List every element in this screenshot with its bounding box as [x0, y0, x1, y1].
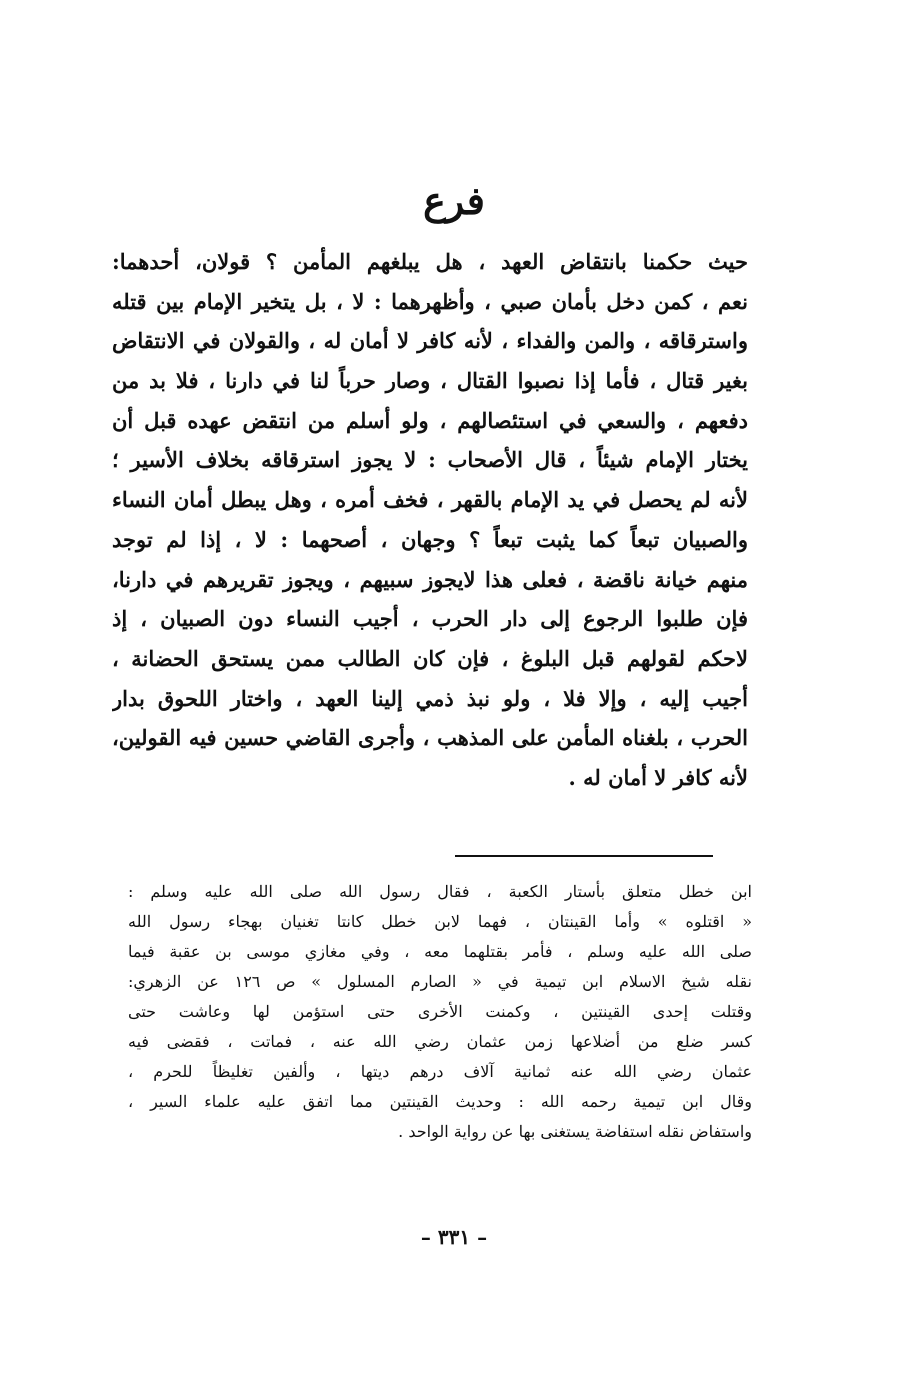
- text-line: لاحكم لقولهم قبل البلوغ ، فإن كان الطالب ممن يستحق الحضانة ،: [112, 645, 748, 671]
- main-text: [112, 242, 748, 798]
- footnote-line: وقتلت إحدى القينتين ، وكمنت الأخرى حتى استؤمن لها وعاشت حتى: [128, 1002, 752, 1021]
- footnote-line: عثمان رضي الله عنه ثمانية آلاف درهم ديتها ، وألفين تغليظاً للحرم ،: [128, 1062, 752, 1081]
- text-line: أجيب إليه ، وإلا فلا ، ولو نبذ ذمي إلينا العهد ، واختار اللحوق بدار: [112, 685, 748, 711]
- footnote-line: ابن خطل متعلق بأستار الكعبة ، فقال رسول الله صلى الله عليه وسلم :: [128, 882, 752, 901]
- text-line: لأنه لم يحصل في يد الإمام بالقهر ، فخف أمره ، وهل يبطل أمان النساء: [112, 487, 748, 513]
- text-line: واسترقاقه ، والمن والفداء ، لأنه كافر لا أمان له ، والقولان في الانتقاض: [112, 328, 748, 354]
- footnote-line: واستفاض نقله استفاضة يستغنى بها عن رواية الواحد .: [398, 1122, 752, 1141]
- text-line: يختار الإمام شيئاً ، قال الأصحاب : لا يجوز استرقاقه بخلاف الأسير ؛: [112, 447, 748, 473]
- text-line: بغير قتال ، فأما إذا نصبوا القتال ، وصار حرباً لنا في دارنا ، فلا بد من: [112, 368, 748, 394]
- section-heading: فرع: [423, 178, 485, 223]
- footnote-line: وقال ابن تيمية رحمه الله : وحديث القينتين مما اتفق عليه علماء السير ،: [128, 1092, 752, 1111]
- footnote: [128, 877, 752, 1147]
- page-number: – ٣٣١ –: [420, 1225, 488, 1249]
- text-line: دفعهم ، والسعي في استئصالهم ، ولو أسلم من انتقض عهده قبل أن: [112, 407, 748, 433]
- text-line: والصبيان تبعاً كما يثبت تبعاً ؟ وجهان ، أصحهما : لا ، إذا لم توجد: [112, 526, 748, 552]
- text-line: نعم ، كمن دخل بأمان صبي ، وأظهرهما : لا ، بل يتخير الإمام بين قتله: [112, 288, 748, 314]
- footnote-divider: [455, 855, 713, 857]
- text-line: الحرب ، بلغناه المأمن على المذهب ، وأجرى القاضي حسين فيه القولين،: [112, 725, 748, 751]
- text-line: لأنه كافر لا أمان له .: [568, 764, 748, 790]
- footnote-line: كسر ضلع من أضلاعها زمن عثمان رضي الله عنه ، فماتت ، فقضى فيه: [128, 1032, 752, 1051]
- text-line: فإن طلبوا الرجوع إلى دار الحرب ، أجيب النساء دون الصبيان ، إذ: [112, 606, 748, 632]
- text-line: منهم خيانة ناقضة ، فعلى هذا لايجوز سبيهم ، ويجوز تقريرهم في دارنا،: [112, 566, 748, 592]
- text-line: حيث حكمنا بانتقاض العهد ، هل يبلغهم المأمن ؟ قولان، أحدهما:: [112, 249, 748, 274]
- footnote-line: « اقتلوه » وأما القينتان ، فهما لابن خطل كانتا تغنيان بهجاء رسول الله: [128, 912, 752, 931]
- footnote-line: نقله شيخ الاسلام ابن تيمية في « الصارم المسلول » ص ١٢٦ عن الزهري:: [128, 972, 752, 991]
- footnote-line: صلى الله عليه وسلم ، فأمر بقتلهما معه ، وفي مغازي موسى بن عقبة فيما: [128, 942, 752, 961]
